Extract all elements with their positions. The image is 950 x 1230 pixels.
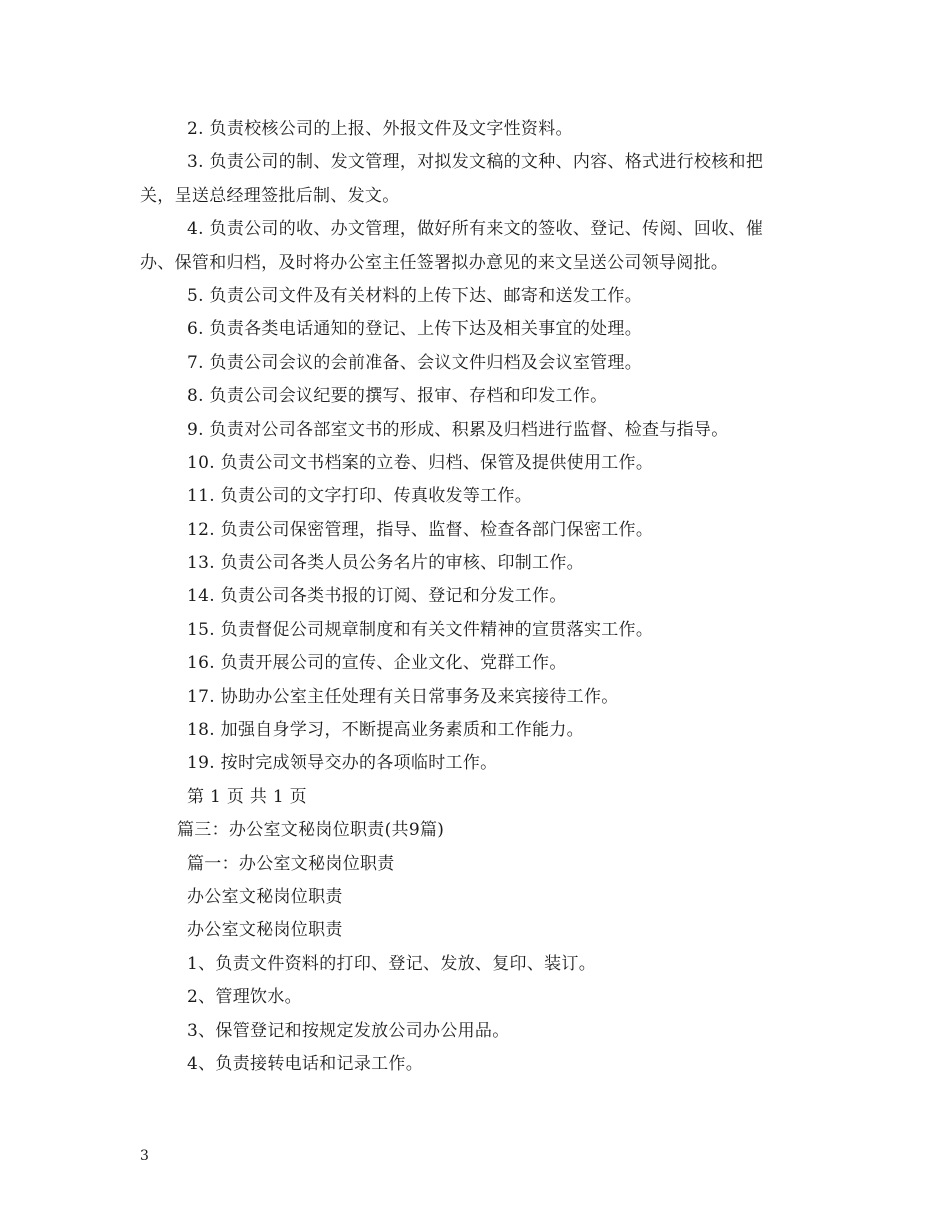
text-line: 15. 负责督促公司规章制度和有关文件精神的宣贯落实工作。 — [187, 619, 654, 640]
text-line: 14. 负责公司各类书报的订阅、登记和分发工作。 — [187, 586, 567, 607]
text-line: 2. 负责校核公司的上报、外报文件及文字性资料。 — [187, 119, 573, 139]
text-line: 办公室文秘岗位职责 — [187, 920, 343, 941]
text-line: 10. 负责公司文书档案的立卷、归档、保管及提供使用工作。 — [187, 452, 654, 473]
text-line: 16. 负责开展公司的宣传、企业文化、党群工作。 — [187, 653, 567, 674]
text-line: 3、保管登记和按规定发放公司办公用品。 — [187, 1020, 510, 1041]
document-body — [140, 113, 820, 1081]
page-number: 3 — [140, 1148, 149, 1164]
text-line: 篇三：办公室文秘岗位职责(共9篇) — [177, 820, 445, 841]
text-line: 3. 负责公司的制、发文管理，对拟发文稿的文种、内容、格式进行校核和把 — [187, 152, 764, 173]
text-line: 18. 加强自身学习，不断提高业务素质和工作能力。 — [187, 720, 584, 741]
text-line: 4、负责接转电话和记录工作。 — [187, 1053, 424, 1074]
text-line: 第 1 页 共 1 页 — [187, 786, 307, 807]
text-line: 12. 负责公司保密管理，指导、监督、检查各部门保密工作。 — [187, 519, 654, 540]
text-line: 11. 负责公司的文字打印、传真收发等工作。 — [187, 486, 533, 507]
text-line: 17. 协助办公室主任处理有关日常事务及来宾接待工作。 — [187, 686, 619, 707]
text-line: 关，呈送总经理签批后制、发文。 — [140, 185, 400, 206]
text-line: 办、保管和归档，及时将办公室主任签署拟办意见的来文呈送公司领导阅批。 — [140, 252, 729, 273]
text-line: 19. 按时完成领导交办的各项临时工作。 — [187, 753, 498, 774]
text-line: 7. 负责公司会议的会前准备、会议文件归档及会议室管理。 — [187, 352, 643, 373]
text-line: 办公室文秘岗位职责 — [187, 886, 343, 907]
text-line: 2、管理饮水。 — [187, 987, 302, 1008]
text-line: 8. 负责公司会议纪要的撰写、报审、存档和印发工作。 — [187, 386, 608, 407]
text-line: 1、负责文件资料的打印、登记、发放、复印、装订。 — [187, 953, 597, 974]
text-line: 6. 负责各类电话通知的登记、上传下达及相关事宜的处理。 — [187, 319, 643, 340]
text-line: 5. 负责公司文件及有关材料的上传下达、邮寄和送发工作。 — [187, 285, 643, 306]
text-line: 篇一：办公室文秘岗位职责 — [187, 853, 395, 874]
text-line: 13. 负责公司各类人员公务名片的审核、印制工作。 — [187, 553, 584, 574]
text-line: 9. 负责对公司各部室文书的形成、积累及归档进行监督、检查与指导。 — [187, 419, 729, 440]
text-line: 4. 负责公司的收、办文管理，做好所有来文的签收、登记、传阅、回收、催 — [187, 219, 764, 240]
